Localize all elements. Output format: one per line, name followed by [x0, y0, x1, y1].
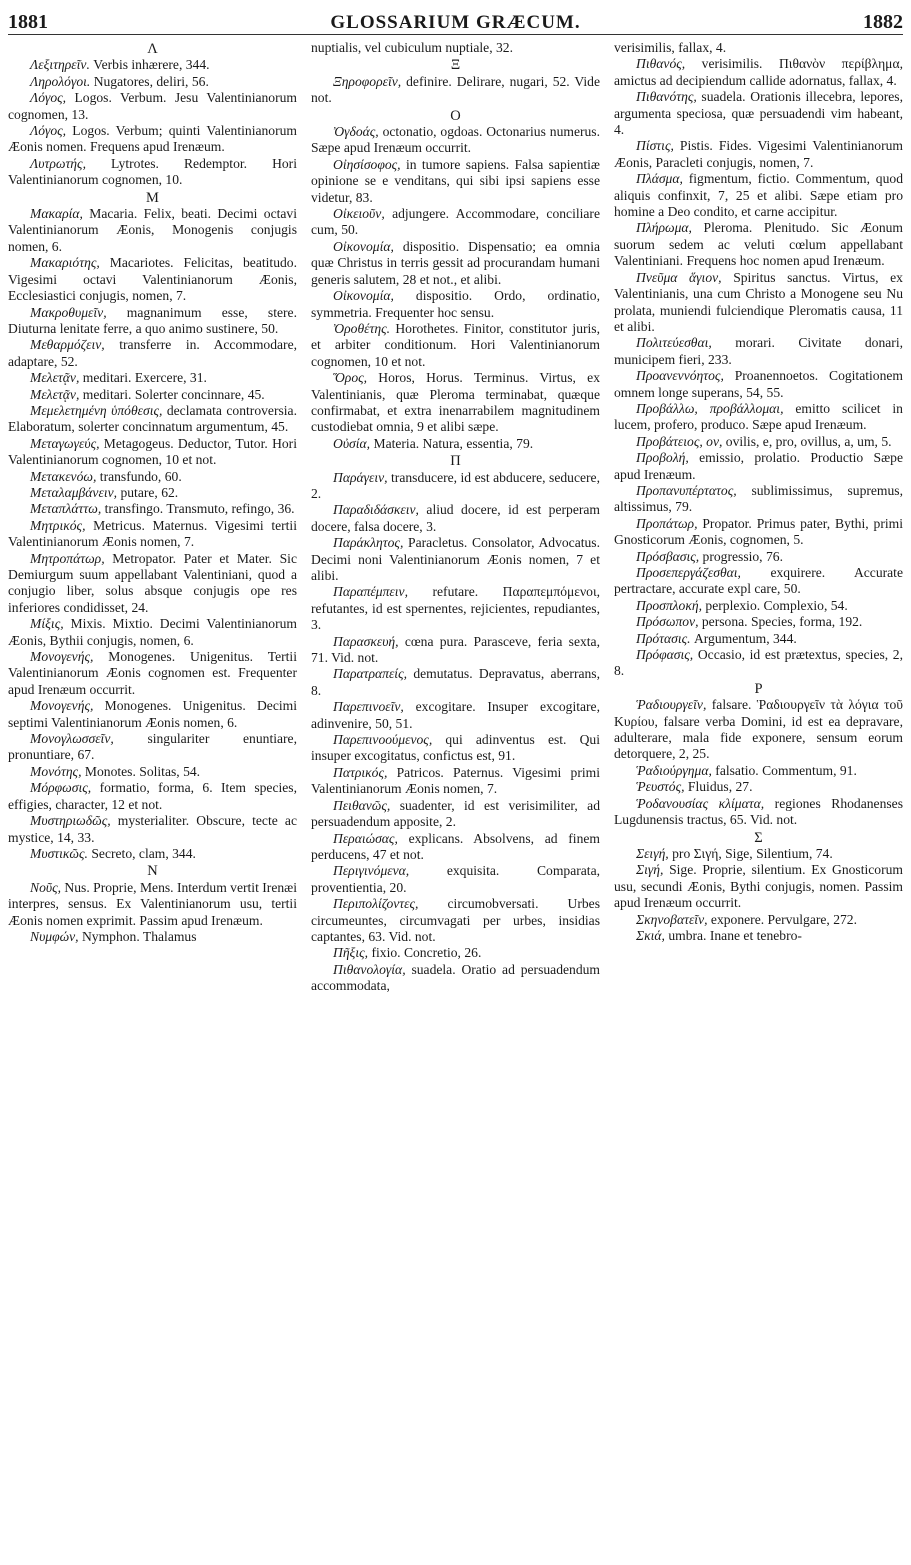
- glossary-entry: [8, 698, 297, 731]
- glossary-entry: [614, 614, 903, 630]
- entry-definition: Nus. Proprie, Mens. Interdum vertit Irenæi interpres, sensus. Ex Valentinianorum usu, tertii Æonis nomen exprimit. Passim apud Irenæum.: [8, 879, 297, 928]
- entry-definition: pro Σιγή, Sige, Silentium, 74.: [668, 845, 833, 861]
- entry-headword: Ῥευστός,: [636, 779, 685, 795]
- entry-headword: Πλήρωμα,: [636, 220, 692, 236]
- entry-headword: Προπανυπέρτατος,: [636, 482, 737, 498]
- entry-definition: mysterialiter. Obscure, tecte ac mystice, 14, 33.: [8, 813, 297, 845]
- entry-definition: verisimilis, fallax, 4.: [614, 40, 727, 55]
- entry-headword: Προσεπεργάζεσθαι,: [636, 565, 741, 580]
- entry-definition: Proanennoetos. Cogitationem omnem longe superans, 54, 55.: [614, 368, 903, 400]
- entry-headword: Σκηνοβατεῖν,: [636, 911, 708, 927]
- entry-definition: Pleroma. Plenitudo. Sic Æonum suorum sedem ac veluti cœlum appellabant Valentiniani. Frequens hoc nomen apud Irenæum.: [614, 220, 903, 269]
- entry-definition: Paracletus. Consolator, Advocatus. Decimi noni Valentinianorum Æonis nomen, 7 et alibi.: [311, 535, 600, 583]
- entry-definition: Spiritus sanctus. Virtus, ex Valentinianis, una cum Christo a Monogene seu Nu prolata, muniendi fulciendique Pleromatis causa, 11 et alibi.: [614, 269, 903, 334]
- entry-definition: nuptialis, vel cubiculum nuptiale, 32.: [311, 40, 513, 55]
- glossary-entry: [311, 124, 600, 157]
- entry-definition: Monotes. Solitas, 54.: [81, 763, 201, 779]
- entry-headword: Προσπλοκή,: [636, 597, 703, 613]
- entry-headword: Προβάλλω, προβάλλομαι,: [636, 400, 784, 416]
- glossary-entry: [614, 779, 903, 795]
- entry-headword: Μακαριότης,: [30, 255, 100, 271]
- glossary-entry: [311, 470, 600, 503]
- entry-definition: exquirere. Accurate pertractare, accurate expl care, 50.: [614, 565, 903, 597]
- entry-headword: Προβολή,: [636, 450, 689, 466]
- entry-headword: Μακροθυμεῖν,: [30, 304, 107, 320]
- glossary-entry: [8, 551, 297, 617]
- entry-definition: Monogenes. Unigenitus. Tertii Valentinianorum Æonis cognomen est. Frequenter apud Irenæum occurrit.: [8, 649, 297, 697]
- entry-definition: transfingo. Transmuto, refingo, 36.: [101, 501, 295, 517]
- entry-headword: Παραδιδάσκειν,: [333, 502, 419, 518]
- glossary-entry: [614, 862, 903, 911]
- glossary-entry: [8, 436, 297, 469]
- entry-definition: emissio, prolatio. Productio Sæpe apud Irenæum.: [614, 450, 903, 482]
- entry-headword: Νυμφών,: [30, 928, 79, 944]
- glossary-entry: [614, 450, 903, 483]
- glossary-entry: [311, 74, 600, 107]
- entry-definition: perplexio. Complexio, 54.: [702, 597, 848, 613]
- entry-headword: Μεθαρμόζειν,: [30, 337, 105, 353]
- entry-definition: Propator. Primus pater, Bythi, primi Gnosticorum Æonis, cognomen, 5.: [614, 515, 903, 548]
- entry-definition: meditari. Exercere, 31.: [79, 370, 207, 386]
- entry-headword: Μεμελετημένη ὑπόθεσις,: [30, 402, 163, 418]
- entry-definition: circumobversati. Urbes circumeuntes, circumvagati per urbes, insidias captantes, 63. Vid. not.: [311, 896, 600, 944]
- entry-definition: Verbis inhærere, 344.: [89, 57, 210, 73]
- entry-headword: Πρόφασις,: [636, 647, 694, 663]
- left-page-number: 1881: [8, 11, 48, 33]
- entry-definition: octonatio, ogdoas. Octonarius numerus. Sæpe apud Irenæum occurrit.: [311, 124, 600, 156]
- entry-definition: qui adinventus est. Qui insuper excogitatus, confictus est, 91.: [311, 732, 600, 764]
- entry-definition: umbra. Inane et tenebro-: [664, 927, 802, 943]
- entry-headword: Παρατραπείς,: [333, 666, 407, 682]
- entry-definition: definire. Delirare, nugari, 52. Vide not.: [311, 73, 600, 106]
- glossary-entry: [8, 485, 297, 501]
- glossary-entry: [614, 928, 903, 944]
- entry-headword: Πίστις,: [636, 138, 674, 154]
- glossary-entry: [311, 321, 600, 370]
- entry-headword: Περαιώσας,: [333, 830, 398, 846]
- glossary-entry: [8, 305, 297, 338]
- entry-definition: exquisita. Comparata, proventientia, 20.: [311, 863, 600, 895]
- entry-definition: singulariter enuntiare, pronuntiare, 67.: [8, 731, 297, 763]
- entry-headword: Ῥαδιούργημα,: [636, 762, 712, 778]
- entry-headword: Πειθανῶς,: [333, 797, 391, 813]
- entry-headword: Πολιτεύεσθαι,: [636, 335, 712, 351]
- glossary-entry: [614, 368, 903, 401]
- glossary-entry: [8, 929, 297, 945]
- glossary-entry: [8, 156, 297, 189]
- entry-headword: Μίξις,: [30, 616, 64, 632]
- entry-definition: Monogenes. Unigenitus. Decimi septimi Valentinianorum Æonis nomen, 6.: [8, 698, 297, 730]
- glossary-entry: [614, 270, 903, 336]
- entry-definition: transferre in. Accommodare, adaptare, 52.: [8, 337, 297, 369]
- entry-headword: Μονογενής,: [30, 649, 94, 665]
- glossary-entry: [311, 699, 600, 732]
- entry-headword: Μεταπλάττω,: [30, 501, 102, 517]
- entry-headword: Ὅρος,: [333, 370, 368, 386]
- glossary-entry: [311, 798, 600, 831]
- entry-definition: Horothetes. Finitor, constitutor juris, et arbiter conditionum. Hori Valentinianorum cognomen, 10 et not.: [311, 320, 600, 369]
- entry-headword: Μονογενής,: [30, 698, 94, 714]
- entry-definition: ovilis, e, pro, ovillus, a, um, 5.: [722, 433, 892, 449]
- entry-headword: Μονογλωσσεῖν,: [30, 731, 114, 747]
- glossary-entry: [8, 57, 297, 73]
- entry-definition: Pistis. Fides. Vigesimi Valentinianorum Æonis, Paracleti conjugis, nomen, 7.: [614, 138, 903, 170]
- glossary-entry: [311, 157, 600, 206]
- entry-definition: Nymphon. Thalamus: [78, 928, 197, 944]
- entry-definition: Occasio, id est prætextus, species, 2, 8.: [614, 647, 903, 679]
- entry-definition: refutare. Παραπεμπόμενοι, refutantes, id est spernentes, rejicientes, repudiantes, 3.: [311, 584, 600, 633]
- glossary-entry: [614, 647, 903, 680]
- section-letter: Μ: [146, 189, 159, 206]
- entry-headword: Περιπολίζοντες,: [333, 896, 419, 912]
- entry-headword: Λόγος,: [30, 123, 67, 139]
- entry-headword: Πῆξις,: [333, 945, 369, 961]
- glossary-entry: [8, 469, 297, 485]
- glossary-entry: [614, 434, 903, 450]
- entry-definition: explicans. Absolvens, ad finem perducens, 47 et not.: [311, 830, 600, 862]
- entry-definition: transfundo, 60.: [96, 468, 182, 484]
- entry-headword: Ξηροφορεῖν,: [333, 73, 402, 89]
- section-letter: Σ: [754, 829, 763, 846]
- section-letter: Π: [450, 453, 461, 470]
- entry-definition: fixio. Concretio, 26.: [368, 945, 482, 961]
- entry-headword: Παραπέμπειν,: [333, 584, 408, 600]
- entry-definition: suadela. Orationis illecebra, lepores, argumenta speciosa, quæ persuadendi vim habeant, 4.: [614, 89, 903, 138]
- column-1: [8, 40, 297, 1559]
- glossary-entry: [614, 56, 903, 89]
- glossary-entry: [614, 89, 903, 138]
- glossary-entry: [8, 616, 297, 649]
- glossary-entry: [311, 666, 600, 699]
- entry-definition: in tumore sapiens. Falsa sapientiæ opinione se e venditans, qui sibi ipsi sapiens esse videtur, 83.: [311, 156, 600, 205]
- columns: [8, 40, 903, 1559]
- entry-definition: Patricos. Paternus. Vigesimi primi Valentinianorum Æonis nomen, 7.: [311, 764, 600, 797]
- entry-headword: Μόρφωσις,: [30, 780, 92, 796]
- entry-headword: Οἰκειοῦν,: [333, 206, 385, 222]
- entry-headword: Παρεπινοούμενος,: [333, 732, 433, 748]
- entry-headword: Πνεῦμα ἅγιον,: [636, 269, 722, 285]
- entry-headword: Παράκλητος,: [333, 535, 404, 551]
- entry-definition: figmentum, fictio. Commentum, quod aliquis confinxit, 7, 25 et alibi. Sæpe etiam pro homine a Deo condito, et carne accipitur.: [614, 171, 903, 220]
- section-letter: Λ: [147, 41, 158, 57]
- entry-definition: suadenter, id est verisimiliter, ad persuadendum apposite, 2.: [311, 797, 600, 830]
- glossary-entry: [311, 239, 600, 288]
- glossary-entry: [311, 765, 600, 798]
- entry-headword: Πρόσβασις,: [636, 548, 700, 564]
- glossary-entry: [614, 549, 903, 565]
- glossary-entry: [614, 631, 903, 647]
- entry-definition: Macaria. Felix, beati. Decimi octavi Valentinianorum Æonis, Monogenis conjugis nomen, 6.: [8, 206, 297, 254]
- entry-definition: exponere. Pervulgare, 272.: [707, 911, 857, 927]
- entry-definition: Logos. Verbum; quinti Valentinianorum Æonis nomen. Frequens apud Irenæum.: [8, 123, 297, 155]
- entry-headword: Προπάτωρ,: [636, 515, 698, 531]
- glossary-entry: [614, 763, 903, 779]
- entry-headword: Ῥοδανουσίας κλίματα,: [636, 795, 765, 811]
- glossary-entry: [311, 370, 600, 436]
- glossary-entry: [8, 731, 297, 764]
- entry-definition: regiones Rhodanenses Lugdunensis tractus, 65. Vid. not.: [614, 795, 903, 828]
- entry-definition: progressio, 76.: [699, 548, 783, 564]
- entry-definition: verisimilis. Πιθανὸν περίβλημα, amictus ad decipiendum callide adornatus, fallax, 4.: [614, 56, 903, 88]
- running-head: [8, 8, 903, 35]
- entry-headword: Ὀροθέτης.: [333, 320, 391, 336]
- entry-headword: Μακαρία,: [30, 206, 83, 222]
- entry-headword: Πλάσμα,: [636, 171, 683, 187]
- entry-definition: meditari. Solerter concinnare, 45.: [79, 386, 265, 402]
- section-letter: Ο: [450, 107, 461, 124]
- entry-definition: Metagogeus. Deductor, Tutor. Hori Valentinianorum cognomen, 10 et not.: [8, 435, 297, 468]
- entry-headword: Πιθανολογία,: [333, 961, 406, 977]
- entry-definition: Fluidus, 27.: [684, 779, 753, 795]
- entry-headword: Μεταλαμβάνειν,: [30, 484, 118, 500]
- entry-definition: Sige. Proprie, silentium. Ex Gnosticorum usu, secundi Æonis, Bythi conjugis, nomen. Passim apud Irenæum occurrit.: [614, 862, 903, 911]
- glossary-entry: [8, 403, 297, 436]
- column-3: [614, 40, 903, 1559]
- glossary-entry: [614, 796, 903, 829]
- glossary-entry: [8, 649, 297, 698]
- entry-headword: Παρασκευή,: [333, 633, 399, 649]
- entry-definition: emitto scilicet in lucem, profero, produco. Sæpe apud Irenæum.: [614, 400, 903, 433]
- glossary-entry: [8, 74, 297, 90]
- glossary-entry: [8, 387, 297, 403]
- entry-headword: Περιγινόμενα,: [333, 863, 410, 879]
- entry-definition: Metricus. Maternus. Vigesimi tertii Valentinianorum Æonis nomen, 7.: [8, 517, 297, 550]
- glossary-entry: [8, 206, 297, 255]
- entry-headword: Παρεπινοεῖν,: [333, 699, 404, 715]
- glossary-entry: [311, 40, 600, 56]
- glossary-entry: [614, 220, 903, 269]
- glossary-entry: [8, 518, 297, 551]
- entry-headword: Σιγή,: [636, 862, 664, 878]
- glossary-entry: [311, 502, 600, 535]
- entry-headword: Μεταγωγεύς,: [30, 435, 100, 451]
- entry-headword: Μελετᾷν,: [30, 386, 80, 402]
- entry-headword: Λεξιτηρεῖν.: [30, 57, 90, 73]
- entry-headword: Ῥαδιουργεῖν,: [636, 697, 707, 713]
- glossary-entry: [8, 813, 297, 846]
- glossary-entry: [614, 697, 903, 763]
- glossary-entry: [311, 945, 600, 961]
- glossary-entry: [311, 634, 600, 667]
- glossary-entry: [311, 535, 600, 584]
- entry-headword: Μελετᾷν,: [30, 370, 80, 386]
- glossary-entry: [614, 483, 903, 516]
- entry-headword: Πιθανότης,: [636, 89, 697, 105]
- entry-definition: morari. Civitate donari, municipem fieri, 233.: [614, 335, 903, 367]
- entry-definition: suadela. Oratio ad persuadendum accommodata,: [311, 961, 600, 994]
- entry-headword: Πρότασις.: [636, 630, 691, 646]
- glossary-entry: [614, 516, 903, 549]
- entry-headword: Παράγειν,: [333, 469, 388, 485]
- entry-headword: Οὐσία,: [333, 435, 371, 451]
- entry-definition: falsare. Ῥαδιουργεῖν τὰ λόγια τοῦ Κυρίου, falsare verba Domini, id est ea depravare, adulterare, mala fide exponere, sensum eorum detorquere, 2, 25.: [614, 697, 903, 762]
- entry-headword: Πατρικός,: [333, 764, 388, 780]
- entry-definition: Lytrotes. Redemptor. Hori Valentinianorum cognomen, 10.: [8, 155, 297, 188]
- glossary-entry: [614, 171, 903, 220]
- page-title: GLOSSARIUM GRÆCUM.: [330, 12, 581, 33]
- entry-definition: demutatus. Depravatus, aberrans, 8.: [311, 666, 600, 698]
- glossary-entry: [614, 846, 903, 862]
- glossary-entry: [614, 598, 903, 614]
- entry-headword: Λυτρωτής,: [30, 155, 86, 171]
- entry-headword: Οἰκονομία,: [333, 288, 394, 304]
- right-page-number: 1882: [862, 11, 903, 33]
- entry-definition: Materia. Natura, essentia, 79.: [370, 435, 534, 451]
- entry-definition: Secreto, clam, 344.: [87, 845, 196, 861]
- entry-definition: dispositio. Ordo, ordinatio, symmetria. Frequenter hoc sensu.: [311, 288, 600, 320]
- entry-definition: cœna pura. Parasceve, feria sexta, 71. Vid. not.: [311, 633, 600, 666]
- glossary-entry: [614, 565, 903, 598]
- glossary-entry: [311, 732, 600, 765]
- entry-headword: Οἰκονομία,: [333, 238, 394, 254]
- entry-headword: Μονότης,: [30, 763, 82, 779]
- entry-headword: Λόγος,: [30, 90, 67, 106]
- glossary-entry: [311, 436, 600, 452]
- entry-headword: Μητρικός,: [30, 517, 86, 533]
- glossary-entry: [8, 780, 297, 813]
- entry-definition: dispositio. Dispensatio; ea omnia quæ Christus in terris gessit ad procurandam humani generis salutem, 28 et not., et alibi.: [311, 238, 600, 287]
- entry-headword: Ληρολόγοι.: [30, 73, 91, 89]
- entry-definition: magnanimum esse, stere. Diuturna lenitate ferre, a quo animo sustinere, 50.: [8, 304, 297, 336]
- entry-definition: formatio, forma, 6. Item species, effigies, character, 12 et not.: [8, 780, 297, 812]
- glossary-entry: [311, 863, 600, 896]
- glossary-entry: [311, 584, 600, 633]
- glossary-entry: [614, 335, 903, 368]
- entry-definition: falsatio. Commentum, 91.: [711, 762, 857, 778]
- entry-definition: declamata controversia. Elaboratum, solerter concinnatum argumentum, 45.: [8, 402, 297, 435]
- glossary-entry: [8, 880, 297, 929]
- entry-headword: Μητροπάτωρ,: [30, 550, 105, 566]
- glossary-entry: [8, 337, 297, 370]
- entry-definition: putare, 62.: [117, 484, 179, 500]
- entry-definition: Mixis. Mixtio. Decimi Valentinianorum Æonis, Bythii conjugis, nomen, 6.: [8, 616, 297, 648]
- glossary-entry: [311, 288, 600, 321]
- entry-headword: Προανεννόητος,: [636, 368, 724, 384]
- entry-headword: Ὀγδοάς,: [333, 124, 379, 140]
- entry-headword: Σειγή,: [636, 845, 669, 861]
- entry-definition: Nugatores, deliri, 56.: [90, 73, 209, 89]
- column-2: [311, 40, 600, 1559]
- glossary-entry: [8, 764, 297, 780]
- entry-headword: Σκιά,: [636, 927, 665, 943]
- section-letter: Ξ: [450, 57, 461, 74]
- entry-headword: Μετακενόω,: [30, 468, 97, 484]
- glossary-entry: [614, 40, 903, 56]
- glossary-entry: [8, 255, 297, 304]
- entry-headword: Πρόσωπον,: [636, 614, 699, 630]
- entry-headword: Προβάτειος, ον,: [636, 433, 723, 449]
- entry-headword: Μυστικῶς.: [30, 845, 88, 861]
- entry-definition: Metropator. Pater et Mater. Sic Demiurgum suum appellabant Valentiniani, quod a conjugio liber, solus absque conjugis ope res inferiores condidisset, 24.: [8, 550, 297, 615]
- entry-definition: Argumentum, 344.: [690, 630, 797, 646]
- entry-headword: Μυστηριωδῶς,: [30, 813, 111, 829]
- entry-definition: transducere, id est abducere, seducere, 2.: [311, 469, 600, 501]
- entry-headword: Πιθανός,: [636, 56, 686, 72]
- glossary-entry: [311, 831, 600, 864]
- entry-definition: excogitare. Insuper excogitare, adinvenire, 50, 51.: [311, 699, 600, 731]
- entry-headword: Οἰησίσοφος,: [333, 156, 401, 172]
- glossary-entry: [8, 370, 297, 386]
- glossary-entry: [8, 90, 297, 123]
- entry-definition: aliud docere, id est perperam docere, falsa docere, 3.: [311, 502, 600, 534]
- glossary-entry: [8, 501, 297, 517]
- section-letter: Ν: [147, 863, 158, 880]
- glossary-entry: [8, 123, 297, 156]
- entry-definition: Macariotes. Felicitas, beatitudo. Vigesimi octavi Valentinianorum Æonis, Ecclesiastici conjugis, nomen, 7.: [8, 255, 297, 304]
- entry-definition: adjungere. Accommodare, conciliare cum, 50.: [311, 206, 600, 238]
- glossary-entry: [614, 401, 903, 434]
- entry-definition: Horos, Horus. Terminus. Virtus, ex Valentinianis, quæ Pleroma terminabat, quæque confirmabat, et extra inenarrabilem magnitudinem custodiebat omnia, 9 et alibi sæpe.: [311, 370, 600, 435]
- glossary-entry: [311, 206, 600, 239]
- glossary-entry: [614, 912, 903, 928]
- entry-headword: Νοῦς,: [30, 879, 62, 895]
- glossary-entry: [614, 138, 903, 171]
- section-letter: Ρ: [754, 680, 763, 697]
- glossary-entry: [311, 896, 600, 945]
- entry-definition: persona. Species, forma, 192.: [698, 614, 863, 630]
- entry-definition: Logos. Verbum. Jesu Valentinianorum cognomen, 13.: [8, 90, 297, 122]
- entry-definition: sublimissimus, supremus, altissimus, 79.: [614, 482, 903, 515]
- glossary-entry: [311, 962, 600, 995]
- glossary-entry: [8, 846, 297, 862]
